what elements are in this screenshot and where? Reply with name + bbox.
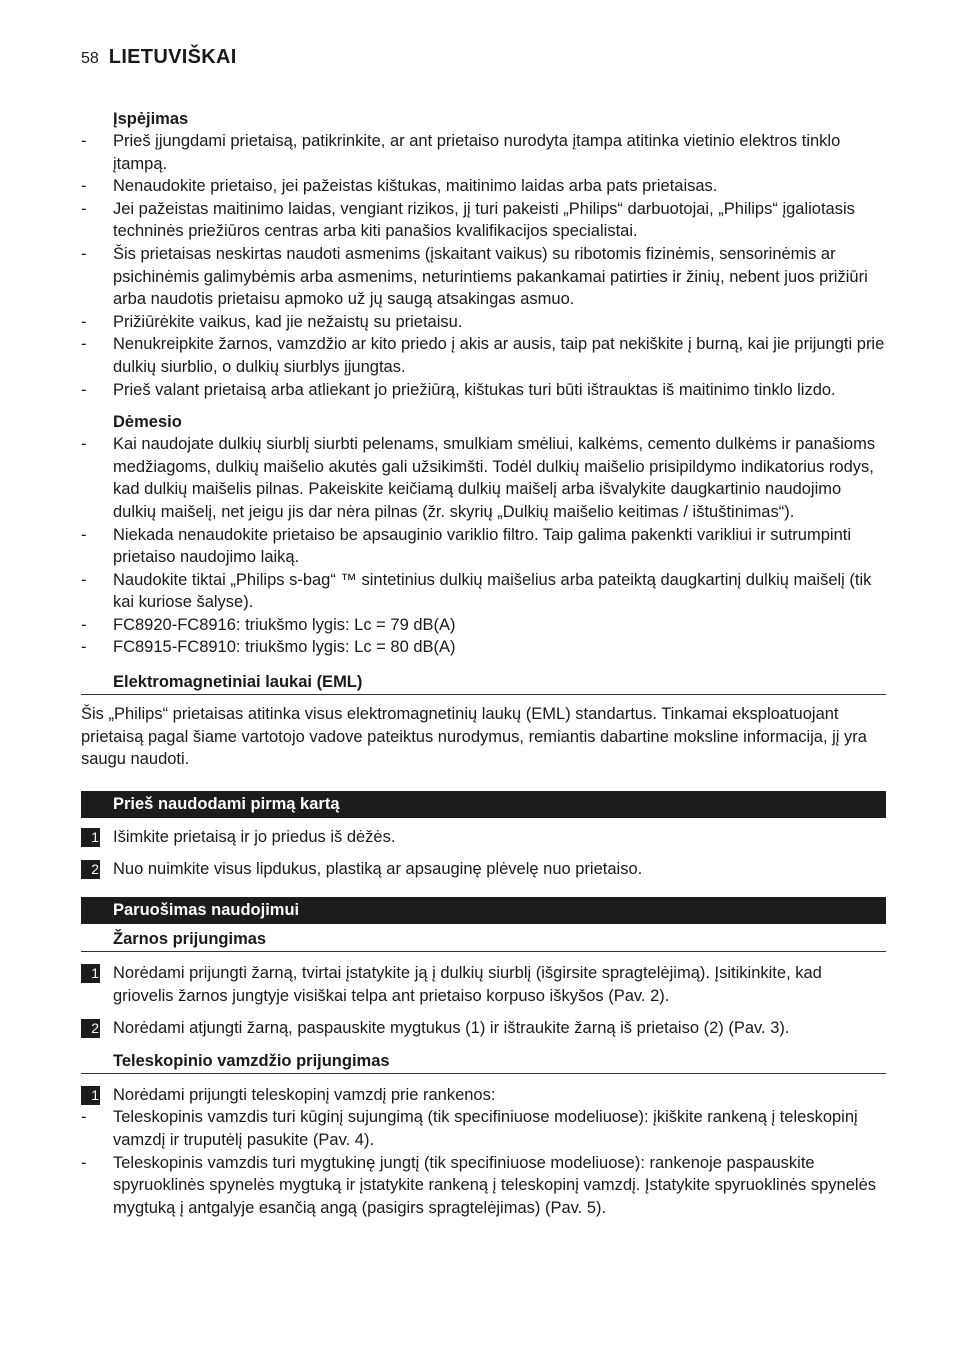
step-item: 1 Norėdami prijungti teleskopinį vamzdį prie rankenos: [81,1084,886,1107]
warning-list [81,130,886,401]
first-use-section-bar: Prieš naudodami pirmą kartą [81,791,886,818]
dash-bullet: - [81,615,87,634]
caution-heading: Dėmesio [113,413,182,432]
list-item: - FC8920-FC8916: triukšmo lygis: Lc = 79 dB(A) [81,614,886,637]
warning-heading: Įspėjimas [113,110,189,128]
tube-heading: Teleskopinio vamzdžio prijungimas [81,1050,886,1074]
step-number: 2 [81,860,100,879]
list-item: - Prižiūrėkite vaikus, kad jie nežaistų su prietaisu. [81,311,886,334]
step-number: 1 [81,1086,100,1105]
preparing-section-bar: Paruošimas naudojimui [81,897,886,924]
dash-bullet: - [81,244,87,263]
page-number: 58 [81,50,99,67]
step-item: 1 Išimkite prietaisą ir jo priedus iš dėžės. [81,826,886,849]
step-number: 1 [81,964,100,983]
list-item: - Prieš valant prietaisą arba atliekant jo priežiūrą, kištukas turi būti ištrauktas iš maitinimo tinklo lizdo. [81,379,886,402]
dash-bullet: - [81,570,87,589]
dash-bullet: - [81,177,87,196]
page-header [81,46,237,74]
caution-list [81,433,886,659]
dash-bullet: - [81,132,87,150]
list-item: - Nenukreipkite žarnos, vamzdžio ar kito priedo į akis ar ausis, taip pat nekiškite į burną, kai jie prijungti prie dulkių siurblio, o dulkių siurblys įjungtas. [81,335,885,376]
list-item: - Prieš įjungdami prietaisą, patikrinkite, ar ant prietaiso nurodyta įtampa atitinka vietinio elektros tinklo įtampą. [81,132,841,173]
step-item: 2 Norėdami atjungti žarną, paspauskite mygtukus (1) ir ištraukite žarną iš prietaiso (2) (Pav. 3). [81,1017,886,1040]
emf-paragraph: Šis „Philips“ prietaisas atitinka visus elektromagnetinių laukų (EML) standartus. Tinkamai eksploatuojant prietaisą pagal šiame vartotojo vadove pateiktus nurodymus, remiantis dabartine moksline informacija, jį yra saugu naudoti. [81,705,867,769]
list-item: - FC8915-FC8910: triukšmo lygis: Lc = 80 dB(A) [81,636,886,659]
dash-bullet: - [81,199,87,218]
step-number: 2 [81,1019,100,1038]
dash-bullet: - [81,335,87,354]
list-item: - Niekada nenaudokite prietaiso be apsauginio variklio filtro. Taip galima pakenkti varikliui ir sutrumpinti prietaiso naudojimo laiką. [81,525,851,567]
list-item: - Nenaudokite prietaiso, jei pažeistas kištukas, maitinimo laidas arba pats prietaisas. [81,175,886,198]
step-number: 1 [81,828,100,847]
list-item: - Jei pažeistas maitinimo laidas, vengiant rizikos, jį turi pakeisti „Philips“ darbuotojai, „Philips“ įgaliotasis techninės priežiūros centras arba kiti panašios kvalifikacijos specialistai. [81,199,855,241]
dash-bullet: - [81,638,87,657]
page-content [81,108,886,1219]
step-item: 1 Norėdami prijungti žarną, tvirtai įstatykite ją į dulkių siurblį (išgirsite spragtelėjimą). Įsitikinkite, kad griovelis žarnos jungtyje visiškai telpa ant prietaiso korpuso iškyšos (Pav. 2). [81,962,886,1007]
emf-heading: Elektromagnetiniai laukai (EML) [81,671,886,695]
dash-bullet: - [81,1153,87,1172]
dash-bullet: - [81,525,87,544]
dash-bullet: - [81,312,87,331]
step-item: 2 Nuo nuimkite visus lipdukus, plastiką ar apsauginę plėvelę nuo prietaiso. [81,858,886,881]
dash-bullet: - [81,1108,87,1127]
list-item: - Šis prietaisas neskirtas naudoti asmenims (įskaitant vaikus) su ribotomis fizinėmis, sensorinėmis ar psichinėmis galimybėmis arba asmenims, neturintiems pakankamai patirties ir žinių, nebent juos prižiūri arba naudotis prietaisu apmoko už jų saugą atsakingas asmuo. [81,244,868,309]
dash-bullet: - [81,435,87,454]
list-item: - Teleskopinis vamzdis turi mygtukinę jungtį (tik specifiniuose modeliuose): rankenoje paspauskite spyruoklinės spynelės mygtuką ir įstatykite rankeną į teleskopinį vamzdį. Įstatykite spyruoklinės spynelės mygtuką į antgalyje esančią angą (pasigirs spragtelėjimas) (Pav. 5). [81,1153,877,1217]
language-title: LIETUVIŠKAI [108,46,237,68]
list-item: - Kai naudojate dulkių siurblį siurbti pelenams, smulkiam smėliui, kalkėms, cemento dulkėms ir panašioms medžiagoms, dulkių maišelio akutės gali užsikimšti. Todėl dulkių maišelio prisipildymo indikatorius rodys, kad dulkių maišelis pilnas. Pakeiskite keičiamą dulkių maišelį arba išvalykite daugkartinio naudojimo dulkių maišelį, net jeigu jis dar nėra pilnas (žr. skyrių „Dulkių maišelio keitimas / ištuštinimas“). [81,435,876,521]
list-item: - Naudokite tiktai „Philips s-bag“ ™ sintetinius dulkių maišelius arba pateiktą daugkartinį dulkių maišelį (tik kai kuriose šalyse). [81,570,872,612]
hose-heading: Žarnos prijungimas [81,928,886,952]
dash-bullet: - [81,380,87,399]
list-item: - Teleskopinis vamzdis turi kūginį sujungimą (tik specifiniuose modeliuose): įkiškite rankeną į teleskopinį vamzdį ir truputėlį pasukite (Pav. 4). [81,1108,858,1149]
